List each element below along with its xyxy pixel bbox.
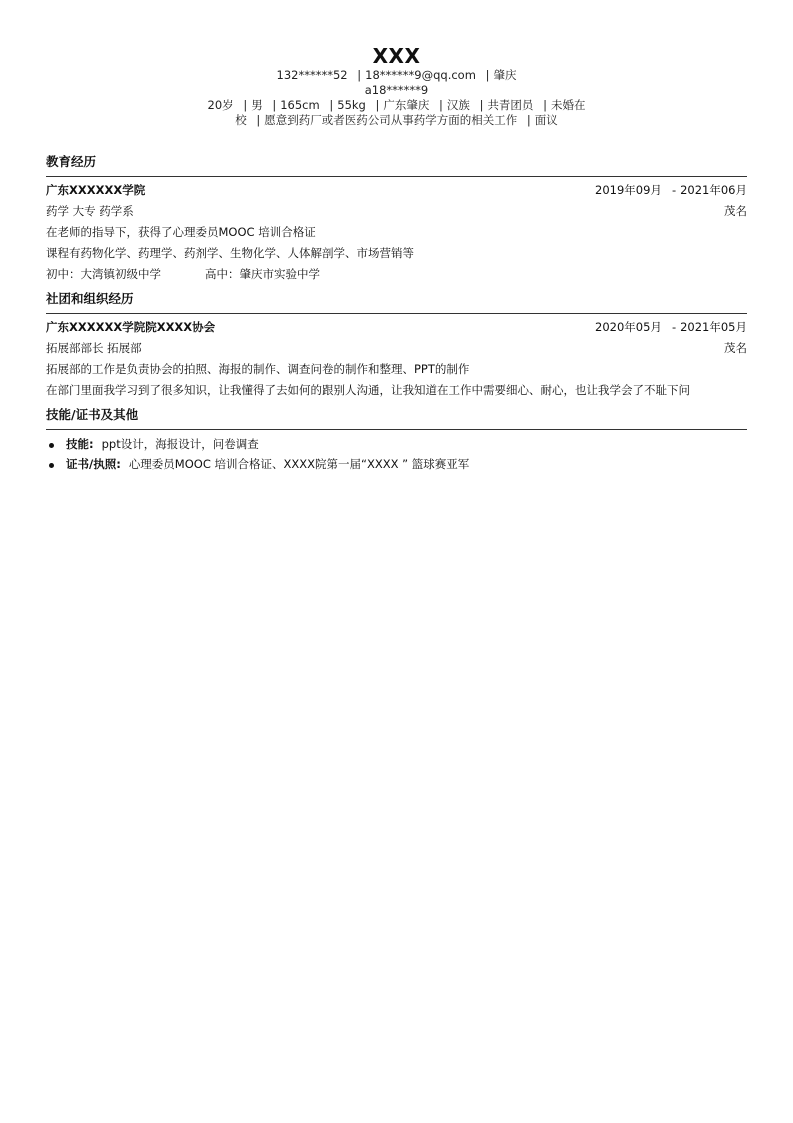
major-line: 药学 大专 药学系 <box>46 204 134 218</box>
contact-line-2 <box>46 83 747 98</box>
date-range <box>595 317 747 338</box>
separator: | <box>543 98 547 112</box>
bullet-icon <box>49 443 54 448</box>
education-section <box>46 154 747 285</box>
bullet-icon <box>49 463 54 468</box>
separator: | <box>357 68 362 82</box>
skills-list <box>46 434 747 474</box>
role-line: 拓展部部长 拓展部 <box>46 341 142 355</box>
senior-school: 高中：肇庆市实验中学 <box>205 267 320 281</box>
separator: | <box>439 98 443 112</box>
location: 茂名 <box>724 341 747 355</box>
list-item <box>46 434 747 454</box>
marital-status-part-1: 未婚在 <box>550 98 586 112</box>
contact-line-3 <box>46 98 747 113</box>
political-status: 共青团员 <box>487 98 534 112</box>
date-separator: - <box>671 320 677 334</box>
job-objective: 愿意到药厂或者医药公司从事药学方面的相关工作 <box>264 113 518 127</box>
date-range <box>595 180 747 201</box>
education-major-row <box>46 201 747 222</box>
age: 20岁 <box>207 98 234 112</box>
weight: 55kg <box>337 98 366 112</box>
club-description-2: 在部门里面我学习到了很多知识，让我懂得了去如何的跟别人沟通，让我知道在工作中需要细心、耐心，也让我学会了不耻下问 <box>46 383 690 397</box>
date-start: 2019年09月 <box>595 183 662 197</box>
education-header-row <box>46 180 747 201</box>
marital-status-part-2: 校 <box>235 113 247 127</box>
separator: | <box>485 68 490 82</box>
prior-schools-line <box>46 264 747 285</box>
clubs-role-row <box>46 338 747 359</box>
wechat-id: a18******9 <box>364 83 429 97</box>
expected-salary: 面议 <box>534 113 558 127</box>
phone-number: 132******52 <box>276 68 348 82</box>
list-item <box>46 454 747 474</box>
skills-section <box>46 407 747 474</box>
contact-line-1 <box>46 68 747 83</box>
junior-school: 初中：大湾镇初级中学 <box>46 267 161 281</box>
separator: | <box>526 113 531 127</box>
height: 165cm <box>280 98 320 112</box>
skill-value: 心理委员MOOC 培训合格证、XXXX院第一届“XXXX ” 篮球赛亚军 <box>128 457 470 471</box>
skill-label: 技能: <box>66 437 94 451</box>
separator: | <box>256 113 261 127</box>
separator: | <box>479 98 484 112</box>
section-title: 社团和组织经历 <box>46 291 747 314</box>
separator: | <box>243 98 248 112</box>
award-line: 在老师的指导下，获得了心理委员MOOC 培训合格证 <box>46 225 316 239</box>
clubs-section <box>46 291 747 401</box>
gender: 男 <box>251 98 263 112</box>
clubs-header-row <box>46 317 747 338</box>
contact-line-4 <box>46 113 747 128</box>
organization-name: 广东XXXXXX学院院XXXX协会 <box>46 320 216 334</box>
city: 肇庆 <box>493 68 517 82</box>
separator: | <box>272 98 277 112</box>
date-start: 2020年05月 <box>595 320 662 334</box>
date-end: 2021年06月 <box>680 183 747 197</box>
resume-header <box>46 0 747 128</box>
club-description-1: 拓展部的工作是负责协会的拍照、海报的制作、调查问卷的制作和整理、PPT的制作 <box>46 362 470 376</box>
ethnicity: 汉族 <box>446 98 470 112</box>
section-title: 教育经历 <box>46 154 747 177</box>
hometown: 广东肇庆 <box>383 98 430 112</box>
skill-value: ppt设计，海报设计，问卷调查 <box>101 437 259 451</box>
school-name: 广东XXXXXX学院 <box>46 183 146 197</box>
courses-line: 课程有药物化学、药理学、药剂学、生物化学、人体解剖学、市场营销等 <box>46 246 414 260</box>
skill-label: 证书/执照: <box>66 457 121 471</box>
location: 茂名 <box>724 204 747 218</box>
date-end: 2021年05月 <box>680 320 747 334</box>
date-separator: - <box>671 183 677 197</box>
candidate-name: XXX <box>372 44 421 68</box>
section-title: 技能/证书及其他 <box>46 407 747 430</box>
separator: | <box>329 98 334 112</box>
email-address: 18******9@qq.com <box>365 68 476 82</box>
separator: | <box>375 98 380 112</box>
